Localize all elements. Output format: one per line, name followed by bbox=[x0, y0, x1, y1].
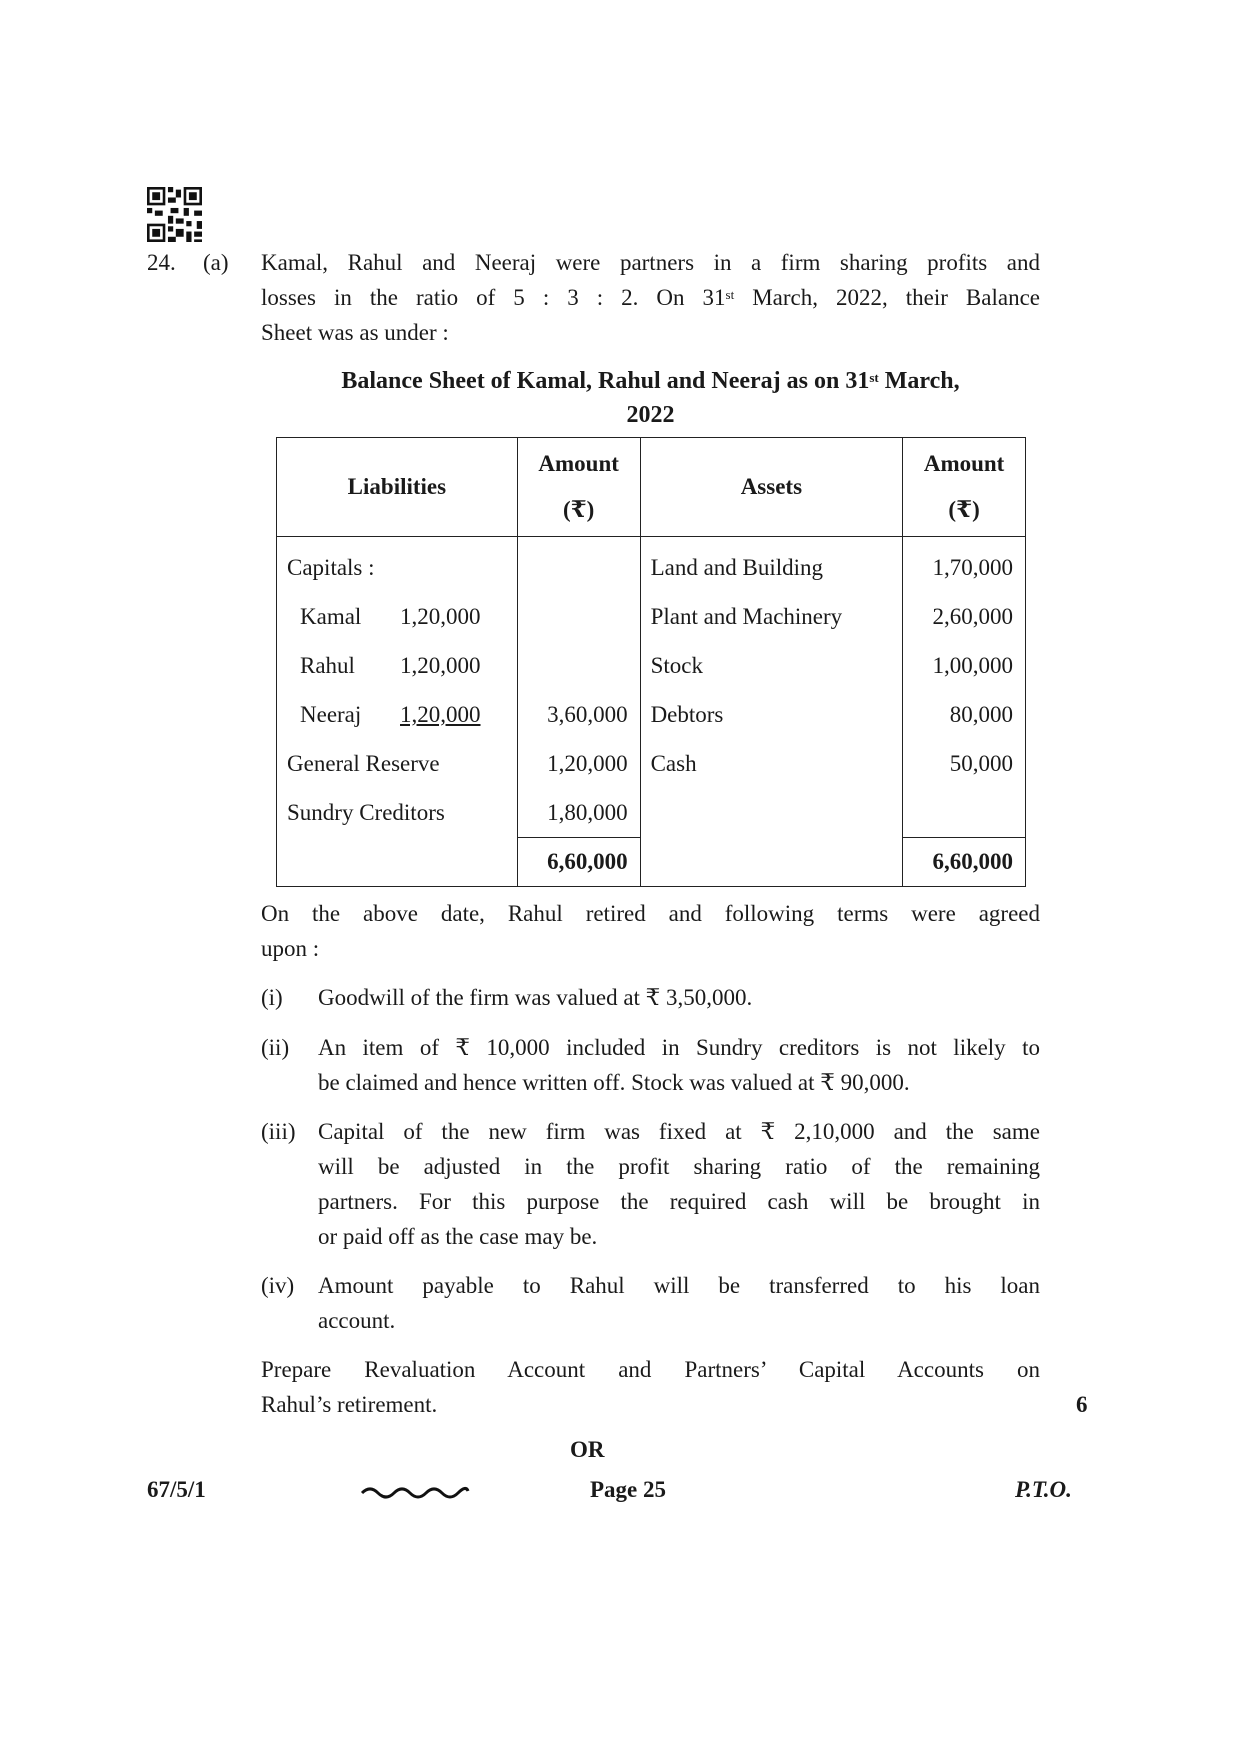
or-label: OR bbox=[570, 1437, 605, 1462]
instruction-line-1: Prepare Revaluation Account and Partners’ Capital Accounts on bbox=[261, 1357, 1040, 1382]
term-number: (ii) bbox=[261, 1035, 290, 1060]
header-assets: Assets bbox=[640, 438, 903, 537]
asset-amount: 1,00,000 bbox=[932, 653, 1013, 678]
asset-label: Debtors bbox=[650, 702, 724, 727]
table-header-row bbox=[277, 438, 1026, 537]
liabilities-column bbox=[277, 537, 518, 838]
wave-decoration-icon bbox=[360, 1483, 470, 1499]
term-text: Amount payable to Rahul will be transferred to his loan bbox=[318, 1273, 1040, 1298]
sundry-creditors-label: Sundry Creditors bbox=[287, 800, 445, 825]
paper-code: 67/5/1 bbox=[147, 1477, 206, 1502]
asset-label: Plant and Machinery bbox=[650, 604, 843, 629]
capitals-label: Capitals : bbox=[287, 555, 375, 580]
instruction-line-2: Rahul’s retirement. bbox=[261, 1392, 438, 1417]
term-text: or paid off as the case may be. bbox=[318, 1224, 598, 1249]
asset-label: Cash bbox=[650, 751, 697, 776]
liabilities-total: 6,60,000 bbox=[517, 838, 640, 887]
intro-line-1: Kamal, Rahul and Neeraj were partners in a firm sharing profits and bbox=[261, 250, 1040, 275]
assets-amount-column bbox=[903, 537, 1026, 838]
question-part: (a) bbox=[203, 250, 229, 275]
balance-sheet-table bbox=[276, 437, 1026, 887]
question-number: 24. bbox=[147, 250, 176, 275]
intro-line-3: Sheet was as under : bbox=[261, 320, 449, 345]
pto-label: P.T.O. bbox=[1015, 1477, 1072, 1502]
header-amount-assets: Amount (₹) bbox=[903, 438, 1026, 537]
table-title-year: 2022 bbox=[626, 402, 675, 428]
partner-row-kamal: Kamal 1,20,000 bbox=[300, 604, 481, 629]
liabilities-amount-column bbox=[517, 537, 640, 838]
asset-amount: 2,60,000 bbox=[932, 604, 1013, 629]
totals-row bbox=[277, 838, 1026, 887]
asset-amount: 1,70,000 bbox=[932, 555, 1013, 580]
sundry-creditors-amount: 1,80,000 bbox=[547, 800, 628, 825]
page-number: Page 25 bbox=[590, 1477, 667, 1502]
assets-total: 6,60,000 bbox=[903, 838, 1026, 887]
asset-label: Land and Building bbox=[650, 555, 824, 580]
term-text: account. bbox=[318, 1308, 396, 1333]
term-text: Goodwill of the firm was valued at ₹ 3,50,000. bbox=[318, 985, 753, 1010]
retirement-line-1: On the above date, Rahul retired and following terms were agreed bbox=[261, 901, 1040, 926]
table-title: Balance Sheet of Kamal, Rahul and Neeraj as on 31st March, bbox=[341, 368, 960, 394]
term-text: Capital of the new firm was fixed at ₹ 2,10,000 and the same bbox=[318, 1119, 1040, 1144]
general-reserve-label: General Reserve bbox=[287, 751, 440, 776]
term-number: (iii) bbox=[261, 1119, 296, 1144]
term-number: (i) bbox=[261, 985, 283, 1010]
assets-column bbox=[640, 537, 903, 838]
retirement-line-2: upon : bbox=[261, 936, 320, 961]
asset-label: Stock bbox=[650, 653, 703, 678]
term-text: partners. For this purpose the required cash will be brought in bbox=[318, 1189, 1040, 1214]
capitals-total: 3,60,000 bbox=[547, 702, 628, 727]
asset-amount: 50,000 bbox=[949, 751, 1013, 776]
general-reserve-amount: 1,20,000 bbox=[547, 751, 628, 776]
intro-line-2: losses in the ratio of 5 : 3 : 2. On 31st March, 2022, their Balance bbox=[261, 285, 1040, 310]
term-text: will be adjusted in the profit sharing ratio of the remaining bbox=[318, 1154, 1040, 1179]
term-number: (iv) bbox=[261, 1273, 295, 1298]
qr-code-icon bbox=[147, 187, 202, 242]
term-text: An item of ₹ 10,000 included in Sundry creditors is not likely to bbox=[318, 1035, 1040, 1060]
partner-row-neeraj: Neeraj 1,20,000 bbox=[300, 702, 481, 727]
asset-amount: 80,000 bbox=[949, 702, 1013, 727]
marks: 6 bbox=[1076, 1392, 1088, 1417]
partner-row-rahul: Rahul 1,20,000 bbox=[300, 653, 481, 678]
term-text: be claimed and hence written off. Stock was valued at ₹ 90,000. bbox=[318, 1070, 910, 1095]
header-amount-liabilities: Amount (₹) bbox=[517, 438, 640, 537]
header-liabilities: Liabilities bbox=[277, 438, 518, 537]
